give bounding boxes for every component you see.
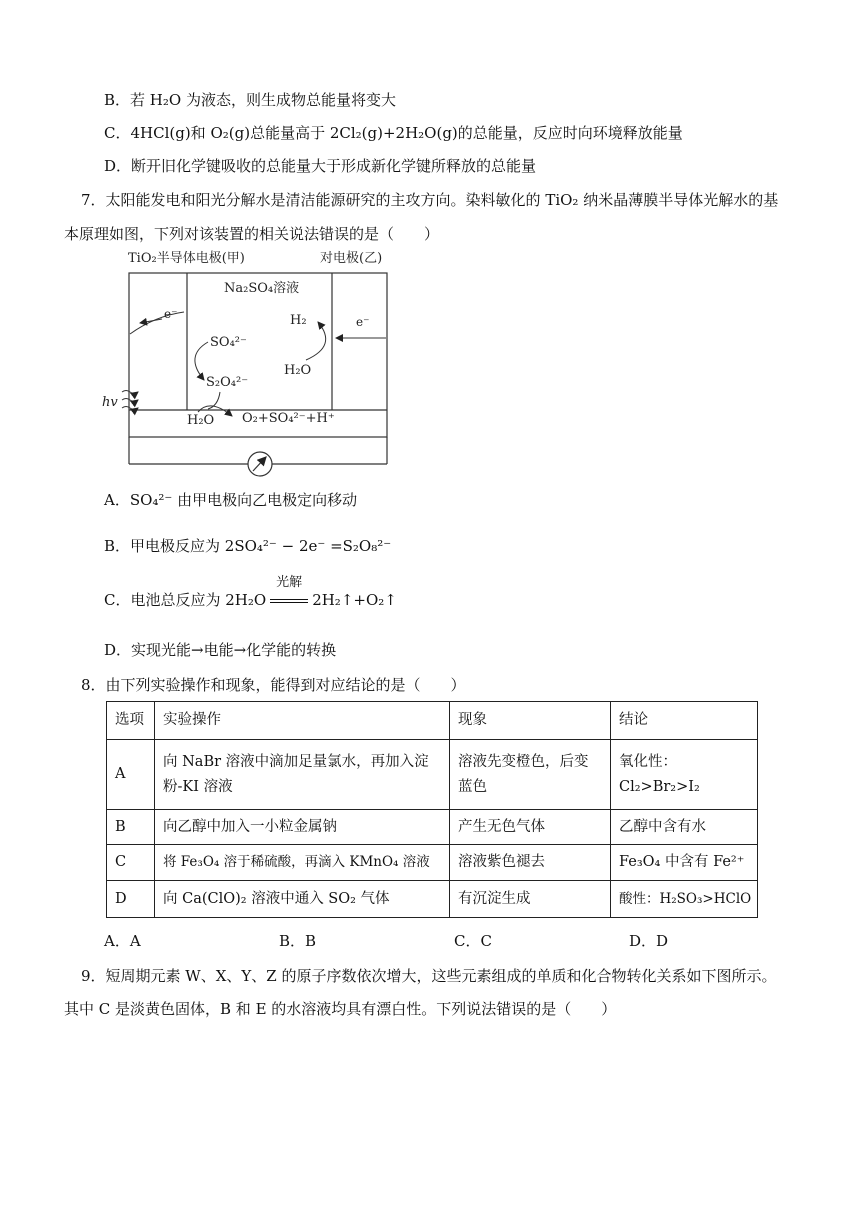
label-counter-electrode: 对电极(乙) — [320, 251, 383, 266]
row-c-option: C — [107, 845, 155, 881]
q7-option-a: A．SO₄²⁻ 由甲电极向乙电极定向移动 — [104, 491, 358, 509]
table-row — [107, 740, 758, 810]
row-b-conclusion: 乙醇中含有水 — [611, 810, 758, 845]
row-a-phenomenon: 溶液先变橙色，后变蓝色 — [450, 740, 611, 810]
row-a-option: A — [107, 740, 155, 810]
header-option: 选项 — [107, 702, 155, 740]
row-b-operation: 向乙醇中加入一小粒金属钠 — [155, 810, 450, 845]
row-c-phenomenon: 溶液紫色褪去 — [450, 845, 611, 881]
q7-option-d: D．实现光能→电能→化学能的转换 — [104, 641, 337, 659]
q6-option-c: C．4HCl(g)和 O₂(g)总能量高于 2Cl₂(g)+2H₂O(g)的总能量，反应时向环境释放能量 — [104, 124, 683, 142]
row-d-phenomenon: 有沉淀生成 — [450, 881, 611, 918]
row-c-operation: 将 Fe₃O₄ 溶于稀硫酸，再滴入 KMnO₄ 溶液 — [155, 845, 450, 881]
q8-choice-d: D．D — [629, 932, 669, 950]
label-tio2-electrode: TiO₂半导体电极(甲) — [128, 251, 245, 266]
equals-sign — [270, 599, 308, 603]
label-h2o-right: H₂O — [284, 363, 312, 378]
q7-stem-line2: 本原理如图，下列对该装置的相关说法错误的是（ ） — [64, 225, 440, 243]
diagram-svg — [102, 246, 400, 470]
reaction-condition: 光解 — [276, 575, 303, 590]
q7-stem-line1: 7．太阳能发电和阳光分解水是清洁能源研究的主攻方向。染料敏化的 TiO₂ 纳米晶薄膜半导体光解水的基 — [81, 191, 779, 209]
q7-option-c-prefix: C．电池总反应为 2H₂O — [104, 591, 267, 609]
table-row — [107, 845, 758, 881]
label-products: O₂+SO₄²⁻+H⁺ — [242, 411, 335, 426]
electron-left: e⁻ — [164, 307, 178, 321]
q6-option-d: D．断开旧化学键吸收的总能量大于形成新化学键所释放的总能量 — [104, 157, 537, 175]
q7-option-c-suffix: 2H₂↑+O₂↑ — [312, 591, 397, 609]
row-d-operation: 向 Ca(ClO)₂ 溶液中通入 SO₂ 气体 — [155, 881, 450, 918]
electron-right: e⁻ — [356, 315, 370, 329]
q9-stem-line2: 其中 C 是淡黄色固体，B 和 E 的水溶液均具有漂白性。下列说法错误的是（ ） — [64, 1000, 617, 1018]
q8-choice-a: A．A — [104, 932, 141, 950]
photoelectrolysis-diagram — [102, 246, 400, 470]
experiment-table — [106, 701, 758, 918]
label-h2o-left: H₂O — [187, 413, 215, 428]
row-c-conclusion: Fe₃O₄ 中含有 Fe²⁺ — [611, 845, 758, 881]
row-d-option: D — [107, 881, 155, 918]
table-row — [107, 881, 758, 918]
row-a-conclusion: 氧化性：Cl₂>Br₂>I₂ — [611, 740, 758, 810]
row-b-phenomenon: 产生无色气体 — [450, 810, 611, 845]
table-row — [107, 810, 758, 845]
header-conclusion: 结论 — [611, 702, 758, 740]
label-h2: H₂ — [290, 313, 307, 328]
q8-stem: 8．由下列实验操作和现象，能得到对应结论的是（ ） — [81, 676, 466, 694]
label-so4: SO₄²⁻ — [210, 335, 247, 350]
header-operation: 实验操作 — [155, 702, 450, 740]
q7-option-c — [104, 575, 397, 610]
row-d-conclusion: 酸性：H₂SO₃>HClO — [611, 881, 758, 918]
header-phenomenon: 现象 — [450, 702, 611, 740]
q6-option-b: B．若 H₂O 为液态，则生成物总能量将变大 — [104, 91, 396, 109]
q8-choice-c: C．C — [454, 932, 492, 950]
row-a-operation: 向 NaBr 溶液中滴加足量氯水，再加入淀粉-KI 溶液 — [155, 740, 450, 810]
q9-stem-line1: 9．短周期元素 W、X、Y、Z 的原子序数依次增大，这些元素组成的单质和化合物转化关系如下图所示。 — [81, 967, 777, 985]
q8-choice-b: B．B — [279, 932, 317, 950]
table-header-row — [107, 702, 758, 740]
row-b-option: B — [107, 810, 155, 845]
hv-label: hv — [102, 395, 118, 410]
q7-option-b: B．甲电极反应为 2SO₄²⁻ − 2e⁻ =S₂O₈²⁻ — [104, 537, 392, 555]
label-s2o4: S₂O₄²⁻ — [206, 375, 249, 390]
label-solution: Na₂SO₄溶液 — [224, 281, 300, 296]
